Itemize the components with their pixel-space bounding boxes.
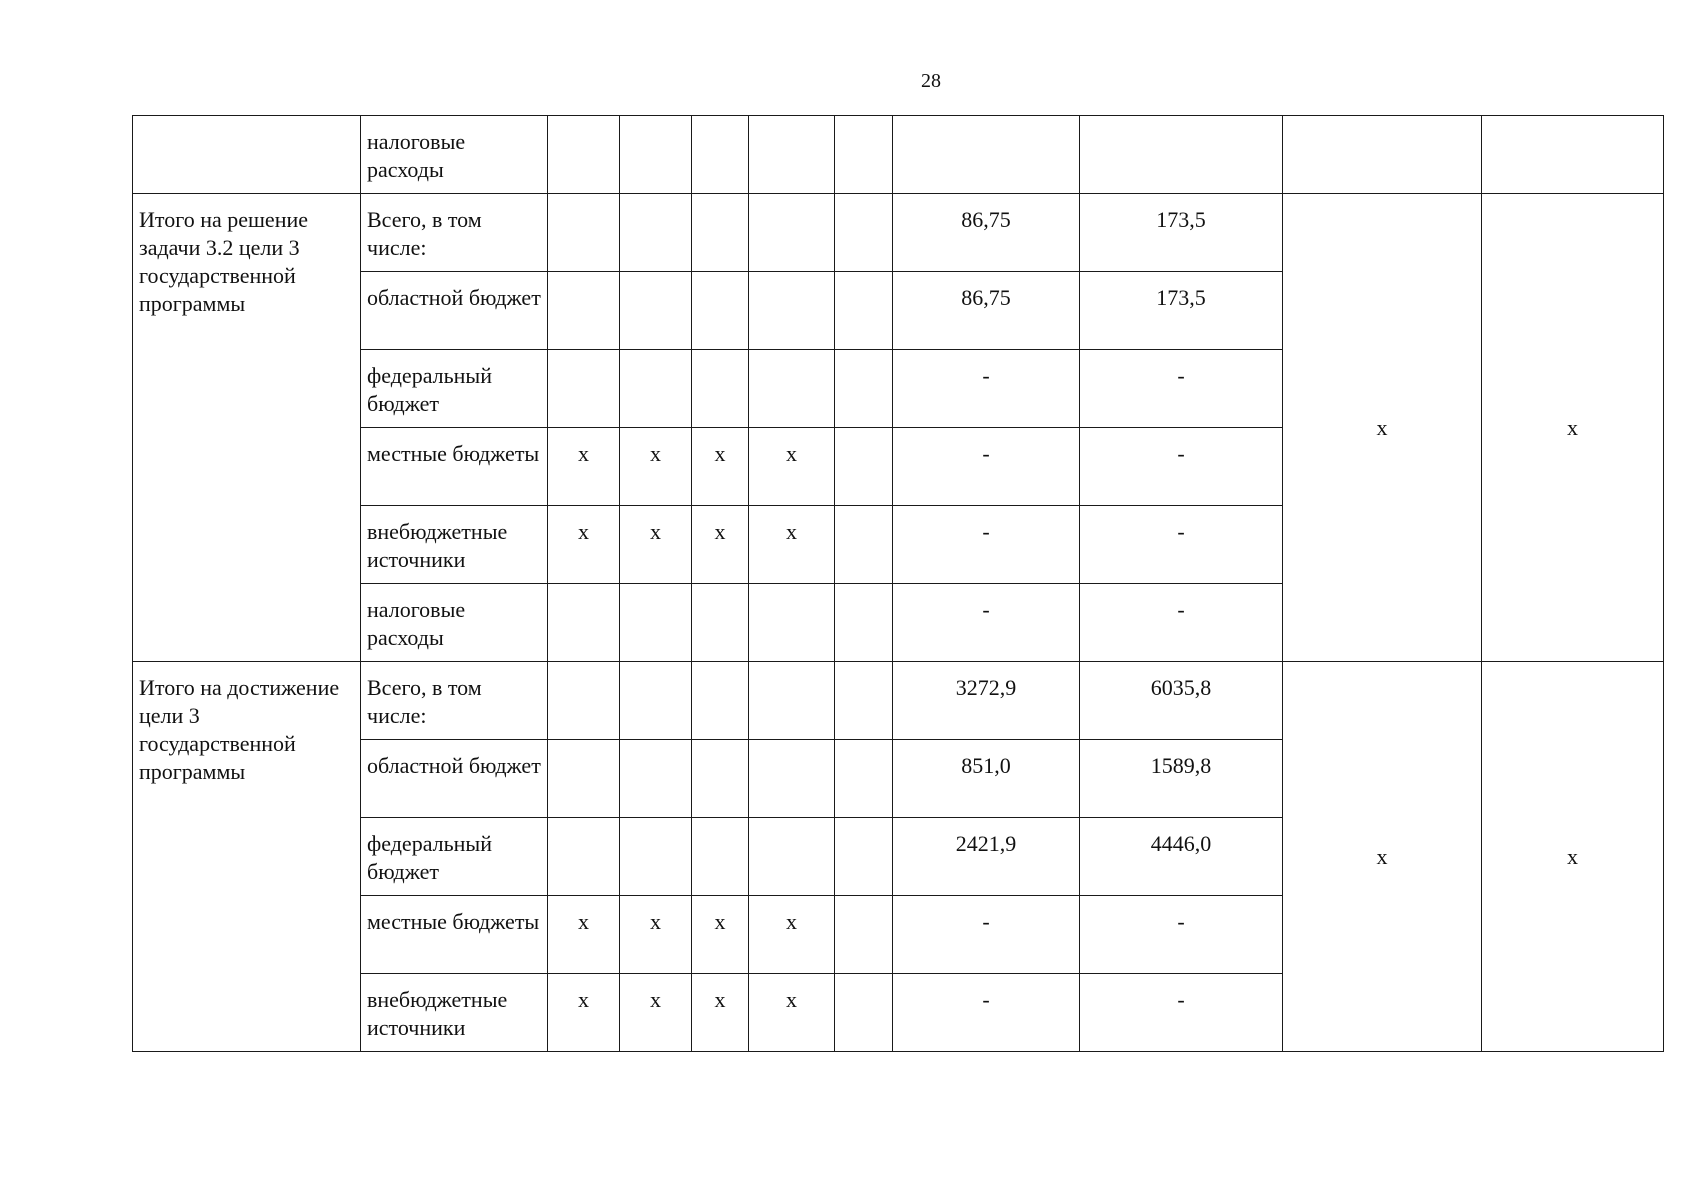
marker-cell: x: [548, 506, 620, 584]
value-cell-1: -: [893, 974, 1080, 1052]
empty-cell: [835, 350, 893, 428]
funding-source-cell: внебюджетные источники: [361, 506, 548, 584]
value-cell-1: 2421,9: [893, 818, 1080, 896]
value-cell-2: -: [1080, 350, 1283, 428]
value-cell-1: -: [893, 896, 1080, 974]
funding-source-cell: налоговые расходы: [361, 584, 548, 662]
empty-cell: [835, 896, 893, 974]
marker-cell: [749, 584, 835, 662]
empty-cell: [835, 662, 893, 740]
empty-cell: [835, 818, 893, 896]
funding-source-cell: местные бюджеты: [361, 896, 548, 974]
marker-cell: [749, 350, 835, 428]
result-cell-2: x: [1482, 662, 1664, 1052]
value-cell-2: [1080, 116, 1283, 194]
marker-cell: [692, 740, 749, 818]
value-cell-2: -: [1080, 506, 1283, 584]
marker-cell: [692, 662, 749, 740]
funding-source-cell: федеральный бюджет: [361, 350, 548, 428]
marker-cell: [692, 272, 749, 350]
marker-cell: [620, 194, 692, 272]
marker-cell: [548, 116, 620, 194]
marker-cell: [548, 662, 620, 740]
result-cell-1: x: [1283, 194, 1482, 662]
table-row: [133, 116, 1664, 194]
table-row: [133, 194, 1664, 272]
value-cell-1: 851,0: [893, 740, 1080, 818]
marker-cell: [692, 584, 749, 662]
marker-cell: [620, 350, 692, 428]
empty-cell: [835, 272, 893, 350]
group-label-cell: Итого на решение задачи 3.2 цели 3 государственной программы: [133, 194, 361, 662]
value-cell-2: -: [1080, 896, 1283, 974]
group-label-cell: Итого на достижение цели 3 государственной программы: [133, 662, 361, 1052]
empty-cell: [835, 974, 893, 1052]
marker-cell: [692, 350, 749, 428]
empty-cell: [835, 194, 893, 272]
empty-cell: [835, 428, 893, 506]
group-label-cell: [133, 116, 361, 194]
value-cell-1: 86,75: [893, 194, 1080, 272]
marker-cell: x: [749, 974, 835, 1052]
marker-cell: [548, 584, 620, 662]
marker-cell: [548, 740, 620, 818]
value-cell-2: 173,5: [1080, 272, 1283, 350]
value-cell-2: 1589,8: [1080, 740, 1283, 818]
marker-cell: x: [749, 896, 835, 974]
marker-cell: x: [620, 974, 692, 1052]
empty-cell: [835, 584, 893, 662]
marker-cell: [548, 272, 620, 350]
marker-cell: [620, 662, 692, 740]
marker-cell: x: [548, 428, 620, 506]
result-cell-1: [1283, 116, 1482, 194]
value-cell-1: 3272,9: [893, 662, 1080, 740]
funding-source-cell: Всего, в том числе:: [361, 662, 548, 740]
marker-cell: x: [620, 896, 692, 974]
funding-source-cell: налоговые расходы: [361, 116, 548, 194]
value-cell-1: 86,75: [893, 272, 1080, 350]
marker-cell: [749, 662, 835, 740]
marker-cell: [620, 584, 692, 662]
value-cell-2: 6035,8: [1080, 662, 1283, 740]
empty-cell: [835, 506, 893, 584]
marker-cell: [620, 818, 692, 896]
marker-cell: [749, 740, 835, 818]
marker-cell: x: [749, 428, 835, 506]
marker-cell: x: [692, 428, 749, 506]
result-cell-1: x: [1283, 662, 1482, 1052]
marker-cell: [548, 818, 620, 896]
value-cell-1: -: [893, 428, 1080, 506]
marker-cell: [620, 740, 692, 818]
marker-cell: x: [548, 896, 620, 974]
value-cell-2: -: [1080, 584, 1283, 662]
result-cell-2: x: [1482, 194, 1664, 662]
page-number: 28: [921, 70, 941, 92]
marker-cell: x: [620, 428, 692, 506]
value-cell-1: -: [893, 350, 1080, 428]
marker-cell: [692, 818, 749, 896]
value-cell-1: -: [893, 506, 1080, 584]
marker-cell: [692, 116, 749, 194]
funding-source-cell: федеральный бюджет: [361, 818, 548, 896]
funding-source-cell: местные бюджеты: [361, 428, 548, 506]
value-cell-2: 4446,0: [1080, 818, 1283, 896]
marker-cell: [749, 818, 835, 896]
marker-cell: [749, 194, 835, 272]
marker-cell: [548, 194, 620, 272]
marker-cell: x: [749, 506, 835, 584]
funding-source-cell: областной бюджет: [361, 272, 548, 350]
value-cell-2: 173,5: [1080, 194, 1283, 272]
funding-source-cell: областной бюджет: [361, 740, 548, 818]
marker-cell: x: [692, 896, 749, 974]
marker-cell: [692, 194, 749, 272]
funding-source-cell: Всего, в том числе:: [361, 194, 548, 272]
funding-source-cell: внебюджетные источники: [361, 974, 548, 1052]
marker-cell: [620, 272, 692, 350]
marker-cell: [749, 116, 835, 194]
value-cell-2: -: [1080, 428, 1283, 506]
result-cell-2: [1482, 116, 1664, 194]
value-cell-1: [893, 116, 1080, 194]
budget-table: [132, 115, 1664, 1052]
marker-cell: [620, 116, 692, 194]
value-cell-2: -: [1080, 974, 1283, 1052]
marker-cell: x: [620, 506, 692, 584]
marker-cell: x: [692, 974, 749, 1052]
empty-cell: [835, 116, 893, 194]
value-cell-1: -: [893, 584, 1080, 662]
empty-cell: [835, 740, 893, 818]
marker-cell: [749, 272, 835, 350]
table-row: [133, 662, 1664, 740]
marker-cell: x: [548, 974, 620, 1052]
marker-cell: x: [692, 506, 749, 584]
marker-cell: [548, 350, 620, 428]
